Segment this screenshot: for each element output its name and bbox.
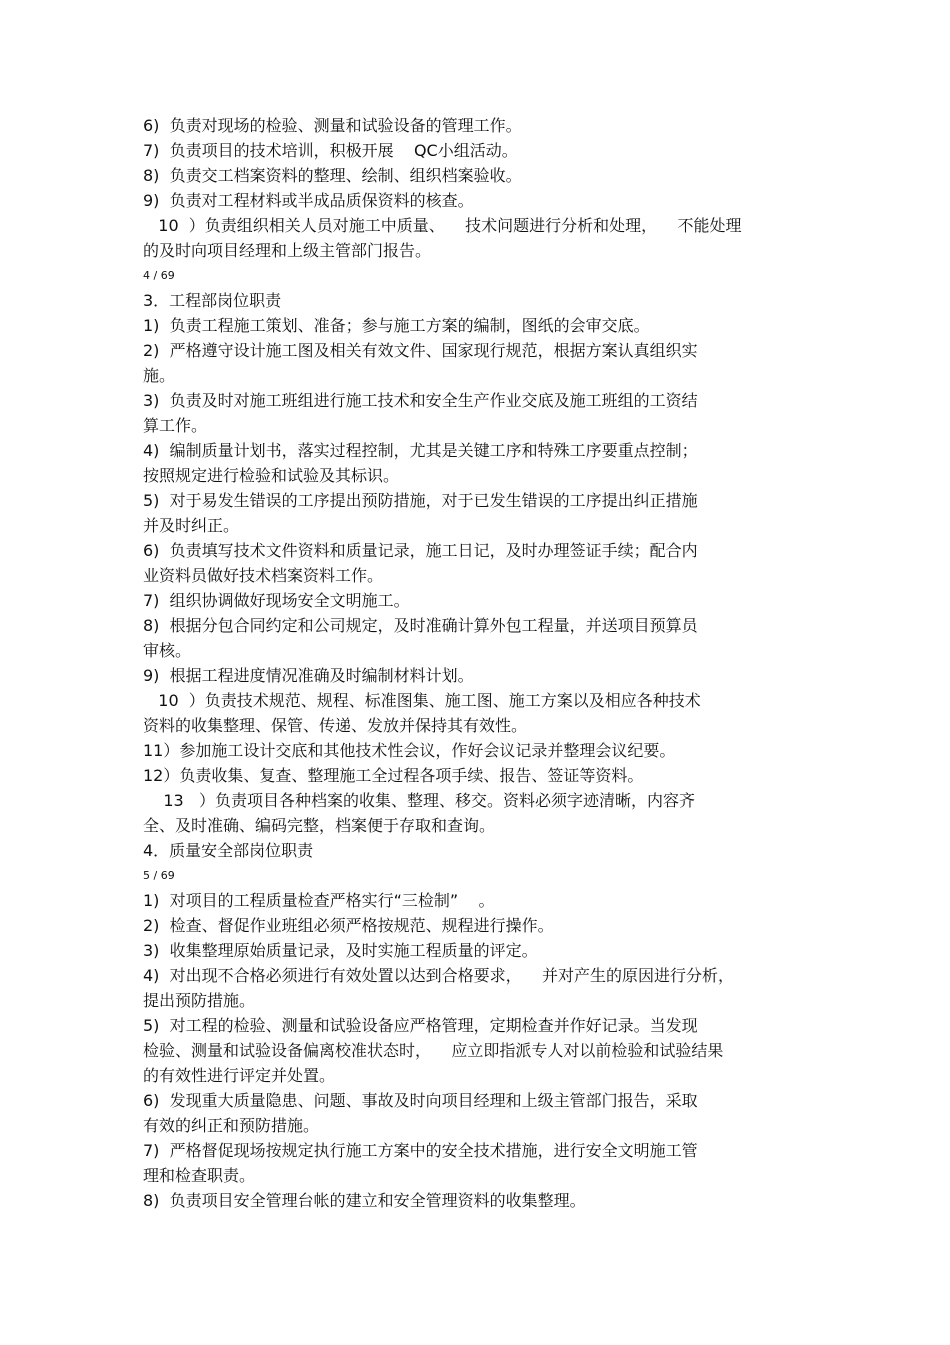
- text-line: 审核。: [143, 641, 192, 660]
- text-line: 10 ）负责组织相关人员对施工中质量、 技术问题进行分析和处理， 不能处理: [143, 216, 742, 235]
- text-line: 全、及时准确、编码完整，档案便于存取和查询。: [143, 816, 496, 835]
- text-line: 12）负责收集、复查、整理施工全过程各项手续、报告、签证等资料。: [143, 766, 644, 785]
- text-line: 3) 负责及时对施工班组进行施工技术和安全生产作业交底及施工班组的工资结: [143, 391, 698, 410]
- text-line: 的及时向项目经理和上级主管部门报告。: [143, 241, 432, 260]
- text-line: 3) 收集整理原始质量记录，及时实施工程质量的评定。: [143, 941, 538, 960]
- text-line: 4) 编制质量计划书，落实过程控制，尤其是关键工序和特殊工序要重点控制；: [143, 441, 698, 460]
- document-page: [143, 113, 823, 1213]
- text-line: 9) 根据工程进度情况准确及时编制材料计划。: [143, 666, 474, 685]
- text-line: 7) 负责项目的技术培训，积极开展 QC小组活动。: [143, 141, 518, 160]
- text-line: 6) 负责对现场的检验、测量和试验设备的管理工作。: [143, 116, 522, 135]
- text-line: 理和检查职责。: [143, 1166, 256, 1185]
- text-line: 8) 根据分包合同约定和公司规定，及时准确计算外包工程量，并送项目预算员: [143, 616, 698, 635]
- text-line: 9) 负责对工程材料或半成品质保资料的核查。: [143, 191, 474, 210]
- text-line: 并及时纠正。: [143, 516, 240, 535]
- text-line: 资料的收集整理、保管、传递、发放并保持其有效性。: [143, 716, 528, 735]
- text-line: 7) 严格督促现场按规定执行施工方案中的安全技术措施，进行安全文明施工管: [143, 1141, 698, 1160]
- text-line: 5) 对工程的检验、测量和试验设备应严格管理，定期检查并作好记录。当发现: [143, 1016, 698, 1035]
- text-line: 按照规定进行检验和试验及其标识。: [143, 466, 400, 485]
- text-line: 提出预防措施。: [143, 991, 256, 1010]
- text-line: 业资料员做好技术档案资料工作。: [143, 566, 384, 585]
- text-line: 算工作。: [143, 416, 208, 435]
- text-line: 3．工程部岗位职责: [143, 291, 282, 310]
- text-line: 7) 组织协调做好现场安全文明施工。: [143, 591, 410, 610]
- text-line: 检验、测量和试验设备偏离校准状态时， 应立即指派专人对以前检验和试验结果: [143, 1041, 724, 1060]
- text-line: 8) 负责交工档案资料的整理、绘制、组织档案验收。: [143, 166, 522, 185]
- page-number: 4 / 69: [143, 269, 175, 282]
- text-line: 1) 负责工程施工策划、准备；参与施工方案的编制，图纸的会审交底。: [143, 316, 650, 335]
- text-line: 4) 对出现不合格必须进行有效处置以达到合格要求， 并对产生的原因进行分析，: [143, 966, 734, 985]
- text-line: 13 ）负责项目各种档案的收集、整理、移交。资料必须字迹清晰，内容齐: [143, 791, 695, 810]
- text-line: 5) 对于易发生错误的工序提出预防措施，对于已发生错误的工序提出纠正措施: [143, 491, 698, 510]
- text-line: 2) 检查、督促作业班组必须严格按规范、规程进行操作。: [143, 916, 554, 935]
- text-line: 10 ）负责技术规范、规程、标准图集、施工图、施工方案以及相应各种技术: [143, 691, 701, 710]
- text-line: 施。: [143, 366, 176, 385]
- text-line: 11）参加施工设计交底和其他技术性会议，作好会议记录并整理会议纪要。: [143, 741, 676, 760]
- text-line: 有效的纠正和预防措施。: [143, 1116, 320, 1135]
- page-number: 5 / 69: [143, 869, 175, 882]
- text-line: 6) 负责填写技术文件资料和质量记录，施工日记，及时办理签证手续；配合内: [143, 541, 698, 560]
- text-line: 6) 发现重大质量隐患、问题、事故及时向项目经理和上级主管部门报告，采取: [143, 1091, 698, 1110]
- text-line: 8) 负责项目安全管理台帐的建立和安全管理资料的收集整理。: [143, 1191, 586, 1210]
- text-line: 4．质量安全部岗位职责: [143, 841, 314, 860]
- text-line: 2) 严格遵守设计施工图及相关有效文件、国家现行规范，根据方案认真组织实: [143, 341, 698, 360]
- text-line: 的有效性进行评定并处置。: [143, 1066, 336, 1085]
- text-line: 1) 对项目的工程质量检查严格实行“三检制” 。: [143, 891, 495, 910]
